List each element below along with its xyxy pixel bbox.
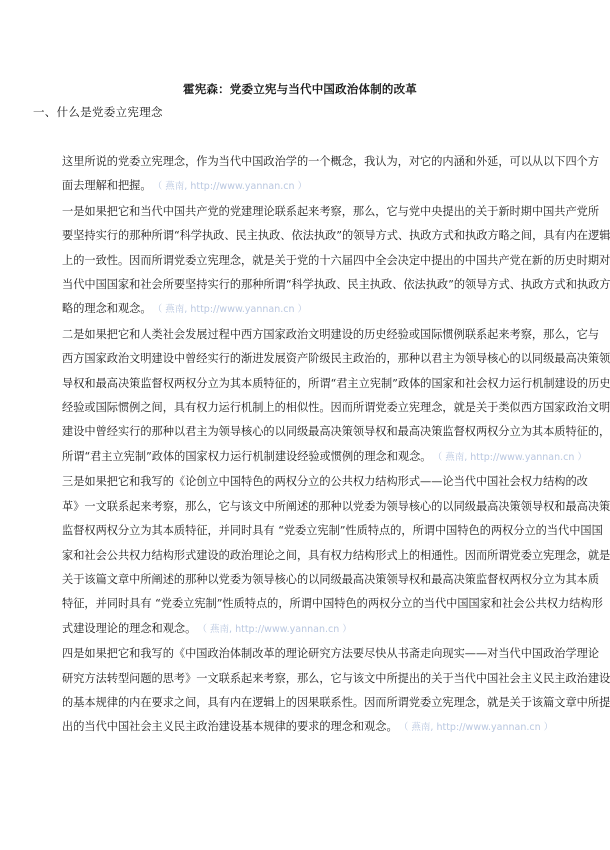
paragraph-line: 这里所说的党委立宪理念，作为当代中国政治学的一个概念，我认为，对它的内涵和外延，可以从以下四个方 [62,155,600,168]
watermark-text: （ 燕南, http://www.yannan.cn ） [403,722,554,734]
paragraph-line: 一是如果把它和当代中国共产党的党建理论联系起来考察，那么，它与党中央提出的关于新时期中国共产党所 [62,204,600,218]
paragraph-line: 导权和最高决策监督权两权分立为其本质特征的，所谓“君主立宪制”政体的国家和社会权力运行机制建设的历史 [62,376,610,390]
paragraph-line: 特征，并同时具有 “党委立宪制”性质特点的，所谓中国特色的两权分立的当代中国国家和社会公共权力结构形 [62,597,603,611]
paragraph-4 [62,470,610,642]
article-body [62,150,610,741]
paragraph-5 [62,642,610,741]
paragraph-3 [62,323,610,470]
paragraph-line: 所谓“君主立宪制”政体的国家权力运行机制建设经验或惯例的理念和观念。 （ 燕南, http://www.yannan.cn ） [62,449,587,463]
paragraph-line: 研究方法转型问题的思考》一文联系起来考察，那么，它与该文中所提出的关于当代中国社会主义民主政治建设 [62,671,610,685]
paragraph-line: 上的一致性。因而所谓党委立宪理念，就是关于党的十六届四中全会决定中提出的中国共产党在新的历史时期对 [62,253,610,267]
watermark-text: （ 燕南, http://www.yannan.cn ） [157,304,307,316]
paragraph-line: 西方国家政治文明建设中曾经实行的渐进发展资产阶级民主政治的，那种以君主为领导核心的以同级最高决策领 [62,352,610,366]
section-heading: 一、什么是党委立宪理念 [33,105,163,119]
paragraph-line: 革》一文联系起来考察，那么，它与该文中所阐述的那种以党委为领导核心的以同级最高决策领导权和最高决策 [62,499,610,513]
paragraph-line: 四是如果把它和我写的《中国政治体制改革的理论研究方法要尽快从书斋走向现实——对当代中国政治学理论 [62,647,600,661]
paragraph-line: 家和社会公共权力结构形式建设的政治理论之间，具有权力结构形式上的相通性。因而所谓党委立宪理念，就是 [62,548,610,562]
watermark-text: （ 燕南, http://www.yannan.cn ） [157,181,307,193]
paragraph-line: 当代中国国家和社会所要坚持实行的那种所谓“科学执政、民主执政、依法执政”的领导方式、执政方式和执政方 [62,278,610,292]
paragraph-line: 监督权两权分立为其本质特征，并同时具有 “党委立宪制”性质特点的，所谓中国特色的两权分立的当代中国国 [62,524,603,538]
page-title: 霍宪森：党委立宪与当代中国政治体制的改革 [183,82,417,96]
watermark-text: （ 燕南, http://www.yannan.cn ） [437,451,587,463]
paragraph-line: 的基本规律的内在要求之间，具有内在逻辑上的因果联系性。因而所谓党委立宪理念，就是关于该篇文章中所提 [62,695,610,709]
paragraph-line: 建设中曾经实行的那种以君主为领导核心的以同级最高决策领导权和最高决策监督权两权分立为其本质特征的， [62,425,610,439]
paragraph-line: 关于该篇文章中所阐述的那种以党委为领导核心的以同级最高决策领导权和最高决策监督权两权分立为其本质 [62,572,600,586]
paragraph-line: 出的当代中国社会主义民主政治建设基本规律的要求的理念和观念。 （ 燕南, http://www.yannan.cn ） [62,720,554,734]
paragraph-line: 要坚持实行的那种所谓“科学执政、民主执政、依法执政”的领导方式、执政方式和执政方略之间，具有内在逻辑 [62,229,610,243]
paragraph-line: 面去理解和把握。 （ 燕南, http://www.yannan.cn ） [62,179,307,193]
paragraph-line: 经验或国际惯例之间，具有权力运行机制上的相似性。因而所谓党委立宪理念，就是关于类似西方国家政治文明 [62,401,610,415]
paragraph-line: 略的理念和观念。 （ 燕南, http://www.yannan.cn ） [62,302,307,316]
paragraph-1 [62,150,600,200]
paragraph-line: 式建设理论的理念和观念。 （ 燕南, http://www.yannan.cn ） [62,621,352,635]
watermark-text: （ 燕南, http://www.yannan.cn ） [202,623,352,635]
paragraph-2 [62,200,610,323]
paragraph-line: 二是如果把它和人类社会发展过程中西方国家政治文明建设的历史经验或国际惯例联系起来考察，那么，它与 [62,327,600,341]
paragraph-line: 三是如果把它和我写的《论创立中国特色的两权分立的公共权力结构形式——论当代中国社会权力结构的改 [62,475,588,489]
